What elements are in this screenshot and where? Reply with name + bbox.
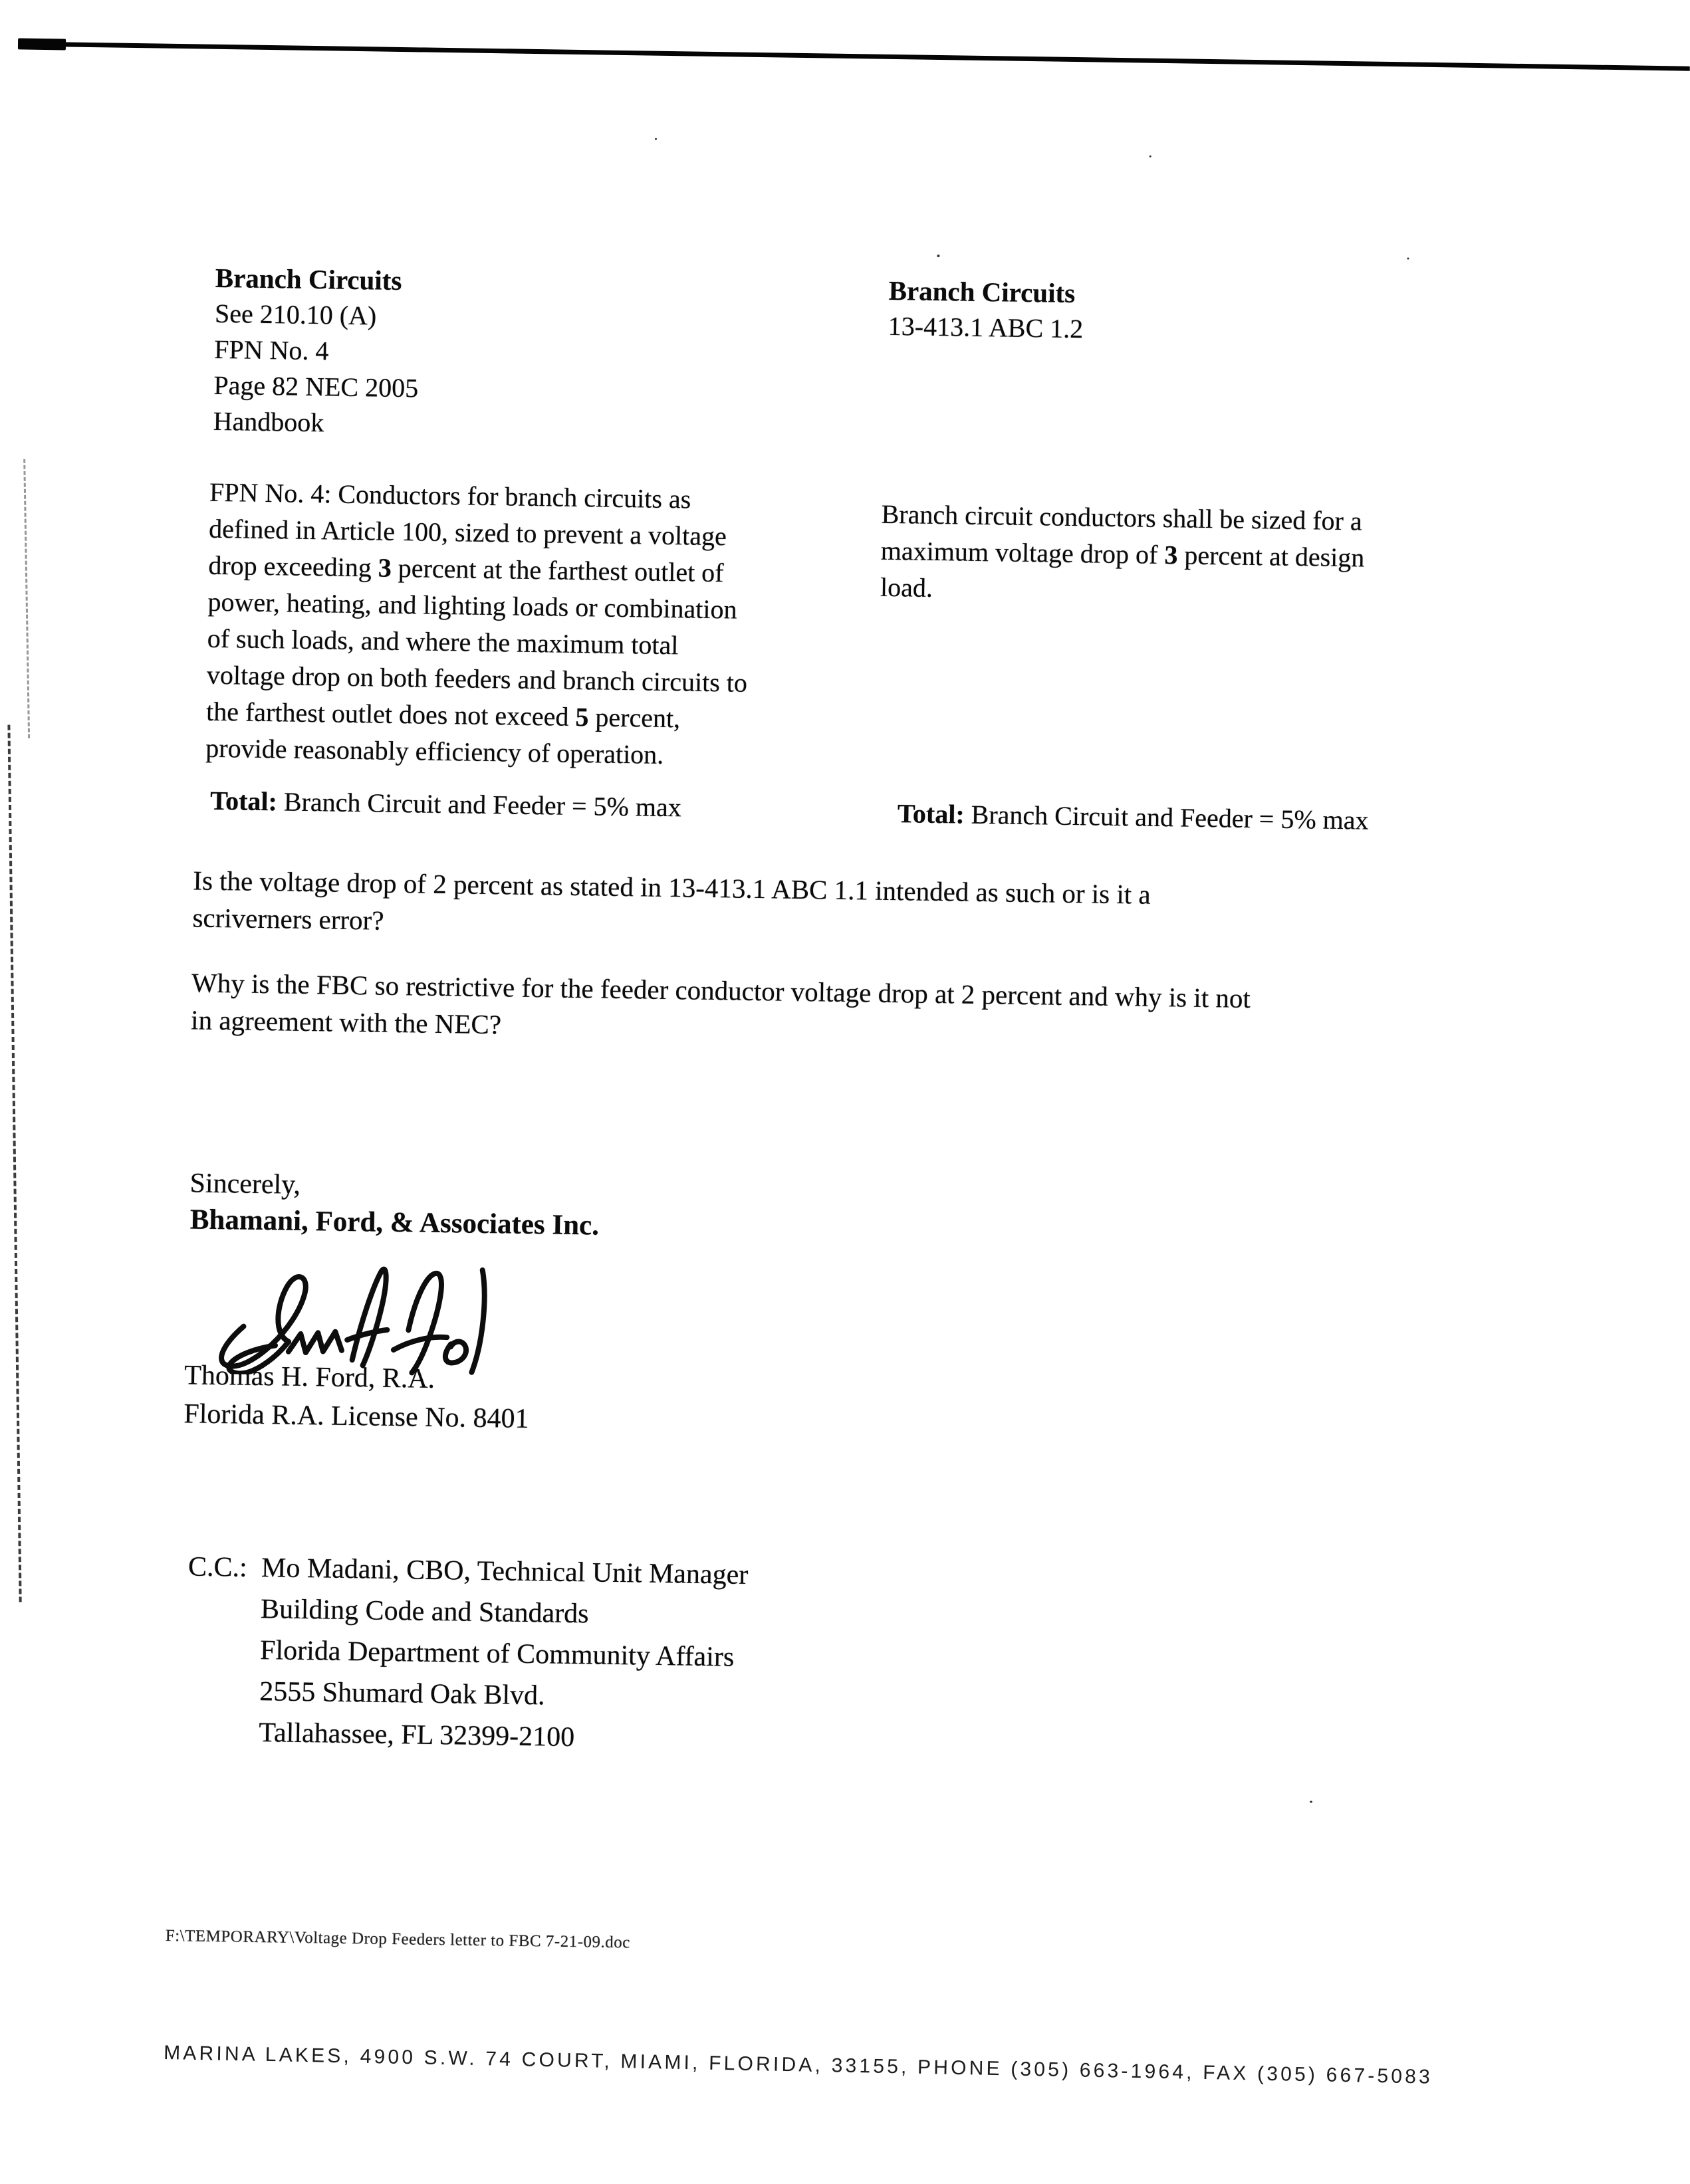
question-voltage-drop-intent: Is the voltage drop of 2 percent as stated in 13-413.1 ABC 1.1 intended as such or is it a scriverners error? xyxy=(192,865,1151,936)
scan-speck xyxy=(1310,1801,1312,1803)
right-total-label: Total: xyxy=(897,798,965,829)
document-file-path: F:\TEMPORARY\Voltage Drop Feeders letter to FBC 7-21-09.doc xyxy=(165,1927,631,1952)
closing-salutation: Sincerely, xyxy=(189,1168,301,1200)
scan-speck xyxy=(1149,156,1151,158)
scan-artifact-top-blob xyxy=(18,38,66,50)
right-column-reference-block xyxy=(888,273,1084,347)
right-total-text: Branch Circuit and Feeder = 5% max xyxy=(964,799,1369,835)
question-fbc-restrictive: Why is the FBC so restrictive for the feeder conductor voltage drop at 2 percent and why is it not in agreement with the NEC? xyxy=(190,967,1251,1040)
scan-speck xyxy=(655,138,657,140)
left-column-heading: Branch Circuits xyxy=(215,262,402,296)
signature-image xyxy=(195,1228,503,1378)
scan-speck xyxy=(937,255,939,257)
scan-speck xyxy=(1407,257,1409,259)
footer-address-line: MARINA LAKES, 4900 S.W. 74 COURT, MIAMI, FLORIDA, 33155, PHONE (305) 663-1964, FAX (305) 667-5083 xyxy=(163,2041,1433,2088)
scan-artifact-top-line xyxy=(18,41,1690,70)
left-total-line xyxy=(210,785,681,823)
company-name: Bhamani, Ford, & Associates Inc. xyxy=(189,1204,600,1242)
cc-lines: Mo Madani, CBO, Technical Unit Manager Building Code and Standards Florida Department of Community Affairs 2555 Shumard Oak Blvd. Tallahassee, FL 32399-2100 xyxy=(259,1553,749,1753)
left-column-reference-lines: See 210.10 (A) FPN No. 4 Page 82 NEC 2005 Handbook xyxy=(213,298,419,438)
left-total-text: Branch Circuit and Feeder = 5% max xyxy=(277,786,682,823)
left-total-label: Total: xyxy=(209,785,278,817)
signer-name-and-license: Thomas H. Ford, R.A. Florida R.A. License No. 8401 xyxy=(183,1360,529,1435)
scan-artifact-left-edge-lower xyxy=(7,725,21,1602)
right-column-reference-lines: 13-413.1 ABC 1.2 xyxy=(888,310,1084,344)
right-column-heading: Branch Circuits xyxy=(888,274,1076,309)
left-column-reference-block xyxy=(213,260,420,443)
scan-artifact-left-edge-upper xyxy=(23,459,30,738)
right-total-line xyxy=(898,798,1369,836)
left-column-body-paragraph: FPN No. 4: Conductors for branch circuits as defined in Article 100, sized to prevent a voltage drop exceeding 3 percent at the farthest outlet of power, heating, and lighting loads or combination of such loads, and where the maximum total voltage drop on both feeders and branch circuits to the farthest outlet does not exceed 5 percent, provide reasonably efficiency of operation. xyxy=(205,477,748,770)
cc-label: C.C.: xyxy=(187,1551,248,1583)
cc-block xyxy=(185,1546,749,1760)
right-column-body-paragraph: Branch circuit conductors shall be sized for a maximum voltage drop of 3 percent at design load. xyxy=(880,498,1365,603)
